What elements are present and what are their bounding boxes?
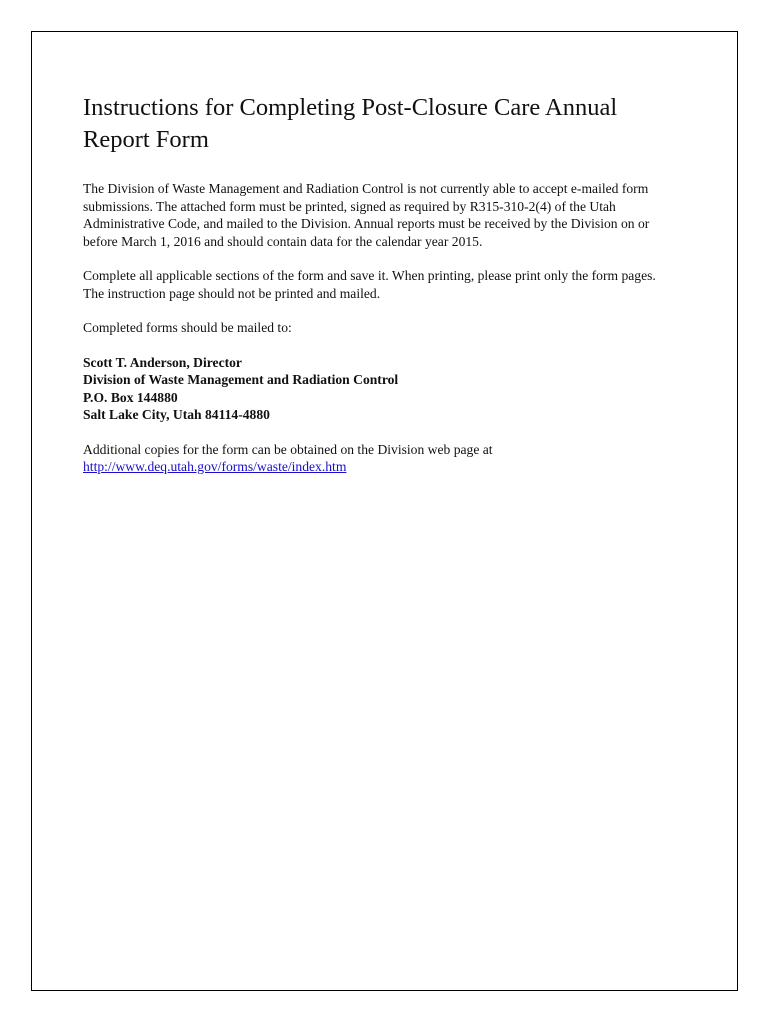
additional-copies-paragraph xyxy=(83,441,673,476)
mailing-address xyxy=(83,354,673,424)
address-po-box: P.O. Box 144880 xyxy=(83,389,178,405)
additional-copies-text: Additional copies for the form can be obtained on the Division web page at xyxy=(83,441,493,457)
address-name: Scott T. Anderson, Director xyxy=(83,354,242,370)
instructions-paragraph: Complete all applicable sections of the form and save it. When printing, please print only the form pages. The instruction page should not be printed and mailed. xyxy=(83,268,656,301)
division-web-link[interactable]: http://www.deq.utah.gov/forms/waste/index.htm xyxy=(83,459,347,474)
address-city: Salt Lake City, Utah 84114-4880 xyxy=(83,407,270,422)
mailing-intro-paragraph: Completed forms should be mailed to: xyxy=(83,320,292,335)
page-title: Instructions for Completing Post-Closure Care Annual Report Form xyxy=(83,94,618,153)
intro-paragraph: The Division of Waste Management and Radiation Control is not currently able to accept e-mailed form submissions. The attached form must be printed, signed as required by R315-310-2(4) of the Utah Administrative Code, and mailed to the Division. Annual reports must be received by the Division on or before March 1, 2016 and should contain data for the calendar year 2015. xyxy=(83,181,650,249)
address-organization: Division of Waste Management and Radiation Control xyxy=(83,372,399,387)
document-content xyxy=(83,92,673,493)
document-page xyxy=(31,31,738,991)
